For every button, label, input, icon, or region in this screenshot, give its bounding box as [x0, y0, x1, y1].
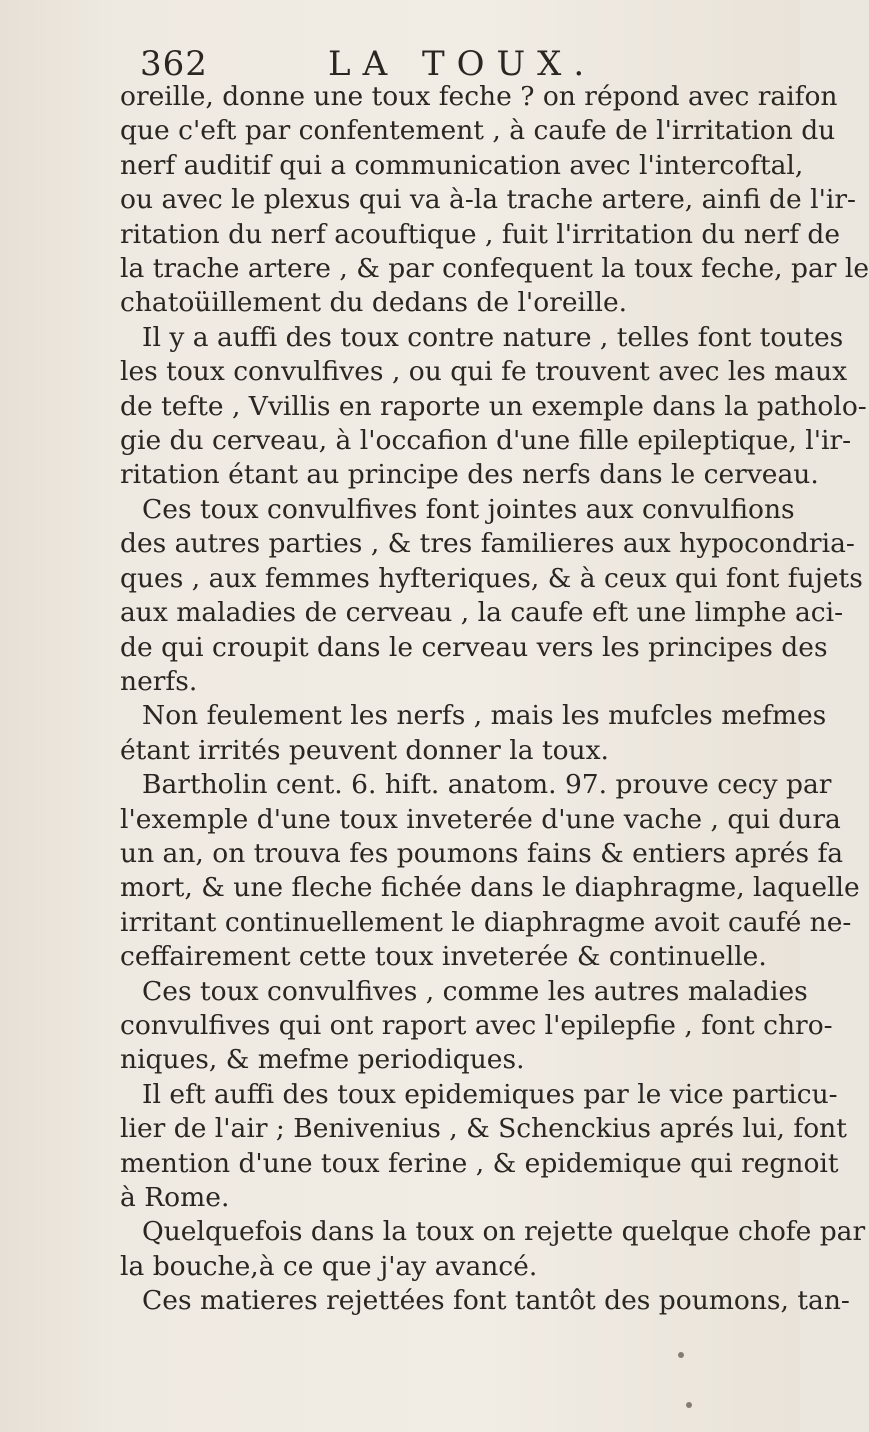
- text-line: que c'eft par confentement , à caufe de l'irritation du: [120, 115, 836, 147]
- text-line: des autres parties , & tres familieres aux hypocondria-: [120, 528, 855, 560]
- text-line: de tefte , Vvillis en raporte un exemple dans la patholo-: [120, 390, 867, 422]
- paragraph-start-line: Ces matieres rejettées font tantôt des poumons, tan-: [142, 1285, 850, 1317]
- text-line: oreille, donne une toux feche ? on répond avec raifon: [120, 81, 838, 112]
- text-line: de qui croupit dans le cerveau vers les principes des: [120, 631, 828, 663]
- paragraph-start-line: Bartholin cent. 6. hift. anatom. 97. prouve cecy par: [142, 769, 832, 801]
- paragraph-start-line: Ces toux convulfives font jointes aux convulfions: [142, 493, 795, 525]
- text-line: niques, & mefme periodiques.: [120, 1044, 525, 1076]
- text-line: ritation étant au principe des nerfs dans le cerveau.: [120, 459, 819, 491]
- text-line: nerfs.: [120, 665, 198, 697]
- paragraph-start-line: Ces toux convulfives , comme les autres maladies: [142, 975, 808, 1007]
- text-line: convulfives qui ont raport avec l'epilepfie , font chro-: [120, 1009, 833, 1041]
- text-line: chatoüillement du dedans de l'oreille.: [120, 287, 628, 319]
- text-line: ou avec le plexus qui va à-la trache artere, ainfi de l'ir-: [120, 184, 856, 216]
- text-line: mort, & une fleche fichée dans le diaphragme, laquelle: [120, 872, 860, 904]
- text-line: nerf auditif qui a communication avec l'intercoftal,: [120, 149, 804, 181]
- text-line: ques , aux femmes hyfteriques, & à ceux qui font fujets: [120, 562, 863, 594]
- text-line: étant irrités peuvent donner la toux.: [120, 734, 609, 766]
- text-line: ritation du nerf acouftique , fuit l'irritation du nerf de: [120, 218, 841, 250]
- text-line: lier de l'air ; Benivenius , & Schenckius aprés lui, font: [120, 1113, 847, 1145]
- paragraph-start-line: Il y a auffi des toux contre nature , telles font toutes: [142, 321, 844, 353]
- running-title: LA TOUX.: [328, 44, 597, 84]
- page-number: 362: [140, 44, 208, 84]
- text-line: ceffairement cette toux inveterée & continuelle.: [120, 941, 767, 973]
- text-line: aux maladies de cerveau , la caufe eft une limphe aci-: [120, 597, 844, 629]
- text-line: à Rome.: [120, 1182, 230, 1213]
- paragraph-start-line: Non feulement les nerfs , mais les mufcles mefmes: [142, 700, 827, 732]
- ink-speck: [686, 1402, 692, 1408]
- body-text: [120, 80, 869, 1319]
- text-line: la bouche,à ce que j'ay avancé.: [120, 1250, 538, 1282]
- paragraph-start-line: Quelquefois dans la toux on rejette quelque chofe par: [142, 1216, 866, 1248]
- paragraph-start-line: Il eft auffi des toux epidemiques par le vice particu-: [142, 1078, 838, 1110]
- text-line: les toux convulfives , ou qui fe trouvent avec les maux: [120, 356, 848, 388]
- text-line: la trache artere , & par confequent la toux feche, par le: [120, 253, 869, 285]
- ink-speck: [678, 1352, 684, 1358]
- text-line: irritant continuellement le diaphragme avoit caufé ne-: [120, 906, 852, 938]
- text-line: un an, on trouva fes poumons fains & entiers aprés fa: [120, 837, 844, 869]
- text-line: gie du cerveau, à l'occafion d'une fille epileptique, l'ir-: [120, 425, 852, 457]
- text-line: l'exemple d'une toux inveterée d'une vache , qui dura: [120, 803, 841, 835]
- text-line: mention d'une toux ferine , & epidemique qui regnoit: [120, 1147, 839, 1179]
